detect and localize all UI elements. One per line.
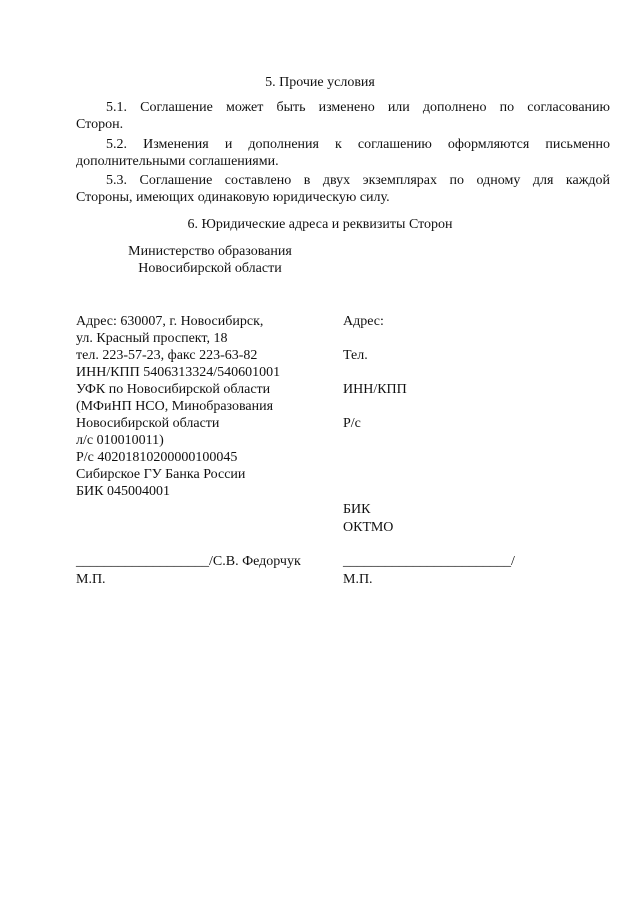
- right-phone-label: Тел.: [343, 348, 368, 363]
- left-ufk-line2: (МФиНП НСО, Минобразования: [76, 399, 274, 414]
- left-ufk-line3: Новосибирской области: [76, 416, 220, 431]
- clause-5-2-line2: дополнительными соглашениями.: [76, 154, 279, 169]
- right-stamp-placeholder: М.П.: [343, 572, 373, 587]
- left-ufk: УФК по Новосибирской области: [76, 382, 271, 397]
- clause-5-3-line2: Стороны, имеющих одинаковую юридическую силу.: [76, 190, 390, 205]
- left-bik: БИК 045004001: [76, 484, 170, 499]
- right-address-label: Адрес:: [343, 314, 384, 329]
- section-5-title: 5. Прочие условия: [265, 75, 375, 90]
- left-address-line2: ул. Красный проспект, 18: [76, 331, 228, 346]
- left-inn-kpp: ИНН/КПП 5406313324/540601001: [76, 365, 281, 380]
- right-account-label: Р/с: [343, 416, 361, 431]
- left-stamp-placeholder: М.П.: [76, 572, 106, 587]
- right-bik-label: БИК: [343, 502, 371, 517]
- clause-5-3-line1: 5.3. Соглашение составлено в двух экземплярах по одному для каждой: [106, 173, 610, 188]
- left-address-line1: Адрес: 630007, г. Новосибирск,: [76, 314, 264, 329]
- right-inn-kpp-label: ИНН/КПП: [343, 382, 407, 397]
- left-bank: Сибирское ГУ Банка России: [76, 467, 246, 482]
- section-6-title: 6. Юридические адреса и реквизиты Сторон: [187, 217, 453, 232]
- org-name-line2: Новосибирской области: [138, 261, 282, 276]
- clause-5-1-line2: Сторон.: [76, 117, 124, 132]
- left-settlement-account: Р/с 40201810200000100045: [76, 450, 238, 465]
- left-personal-account: л/с 010010011): [76, 433, 164, 448]
- clause-5-1-line1: 5.1. Соглашение может быть изменено или дополнено по согласованию: [106, 100, 610, 115]
- clause-5-2-line1: 5.2. Изменения и дополнения к соглашению оформляются письменно: [106, 137, 610, 152]
- right-oktmo-label: ОКТМО: [343, 520, 394, 535]
- left-phone: тел. 223-57-23, факс 223-63-82: [76, 348, 258, 363]
- org-name-line1: Министерство образования: [128, 244, 292, 259]
- right-signature-line: ________________________/: [343, 554, 515, 569]
- left-signature-line: ___________________/С.В. Федорчук: [76, 554, 301, 569]
